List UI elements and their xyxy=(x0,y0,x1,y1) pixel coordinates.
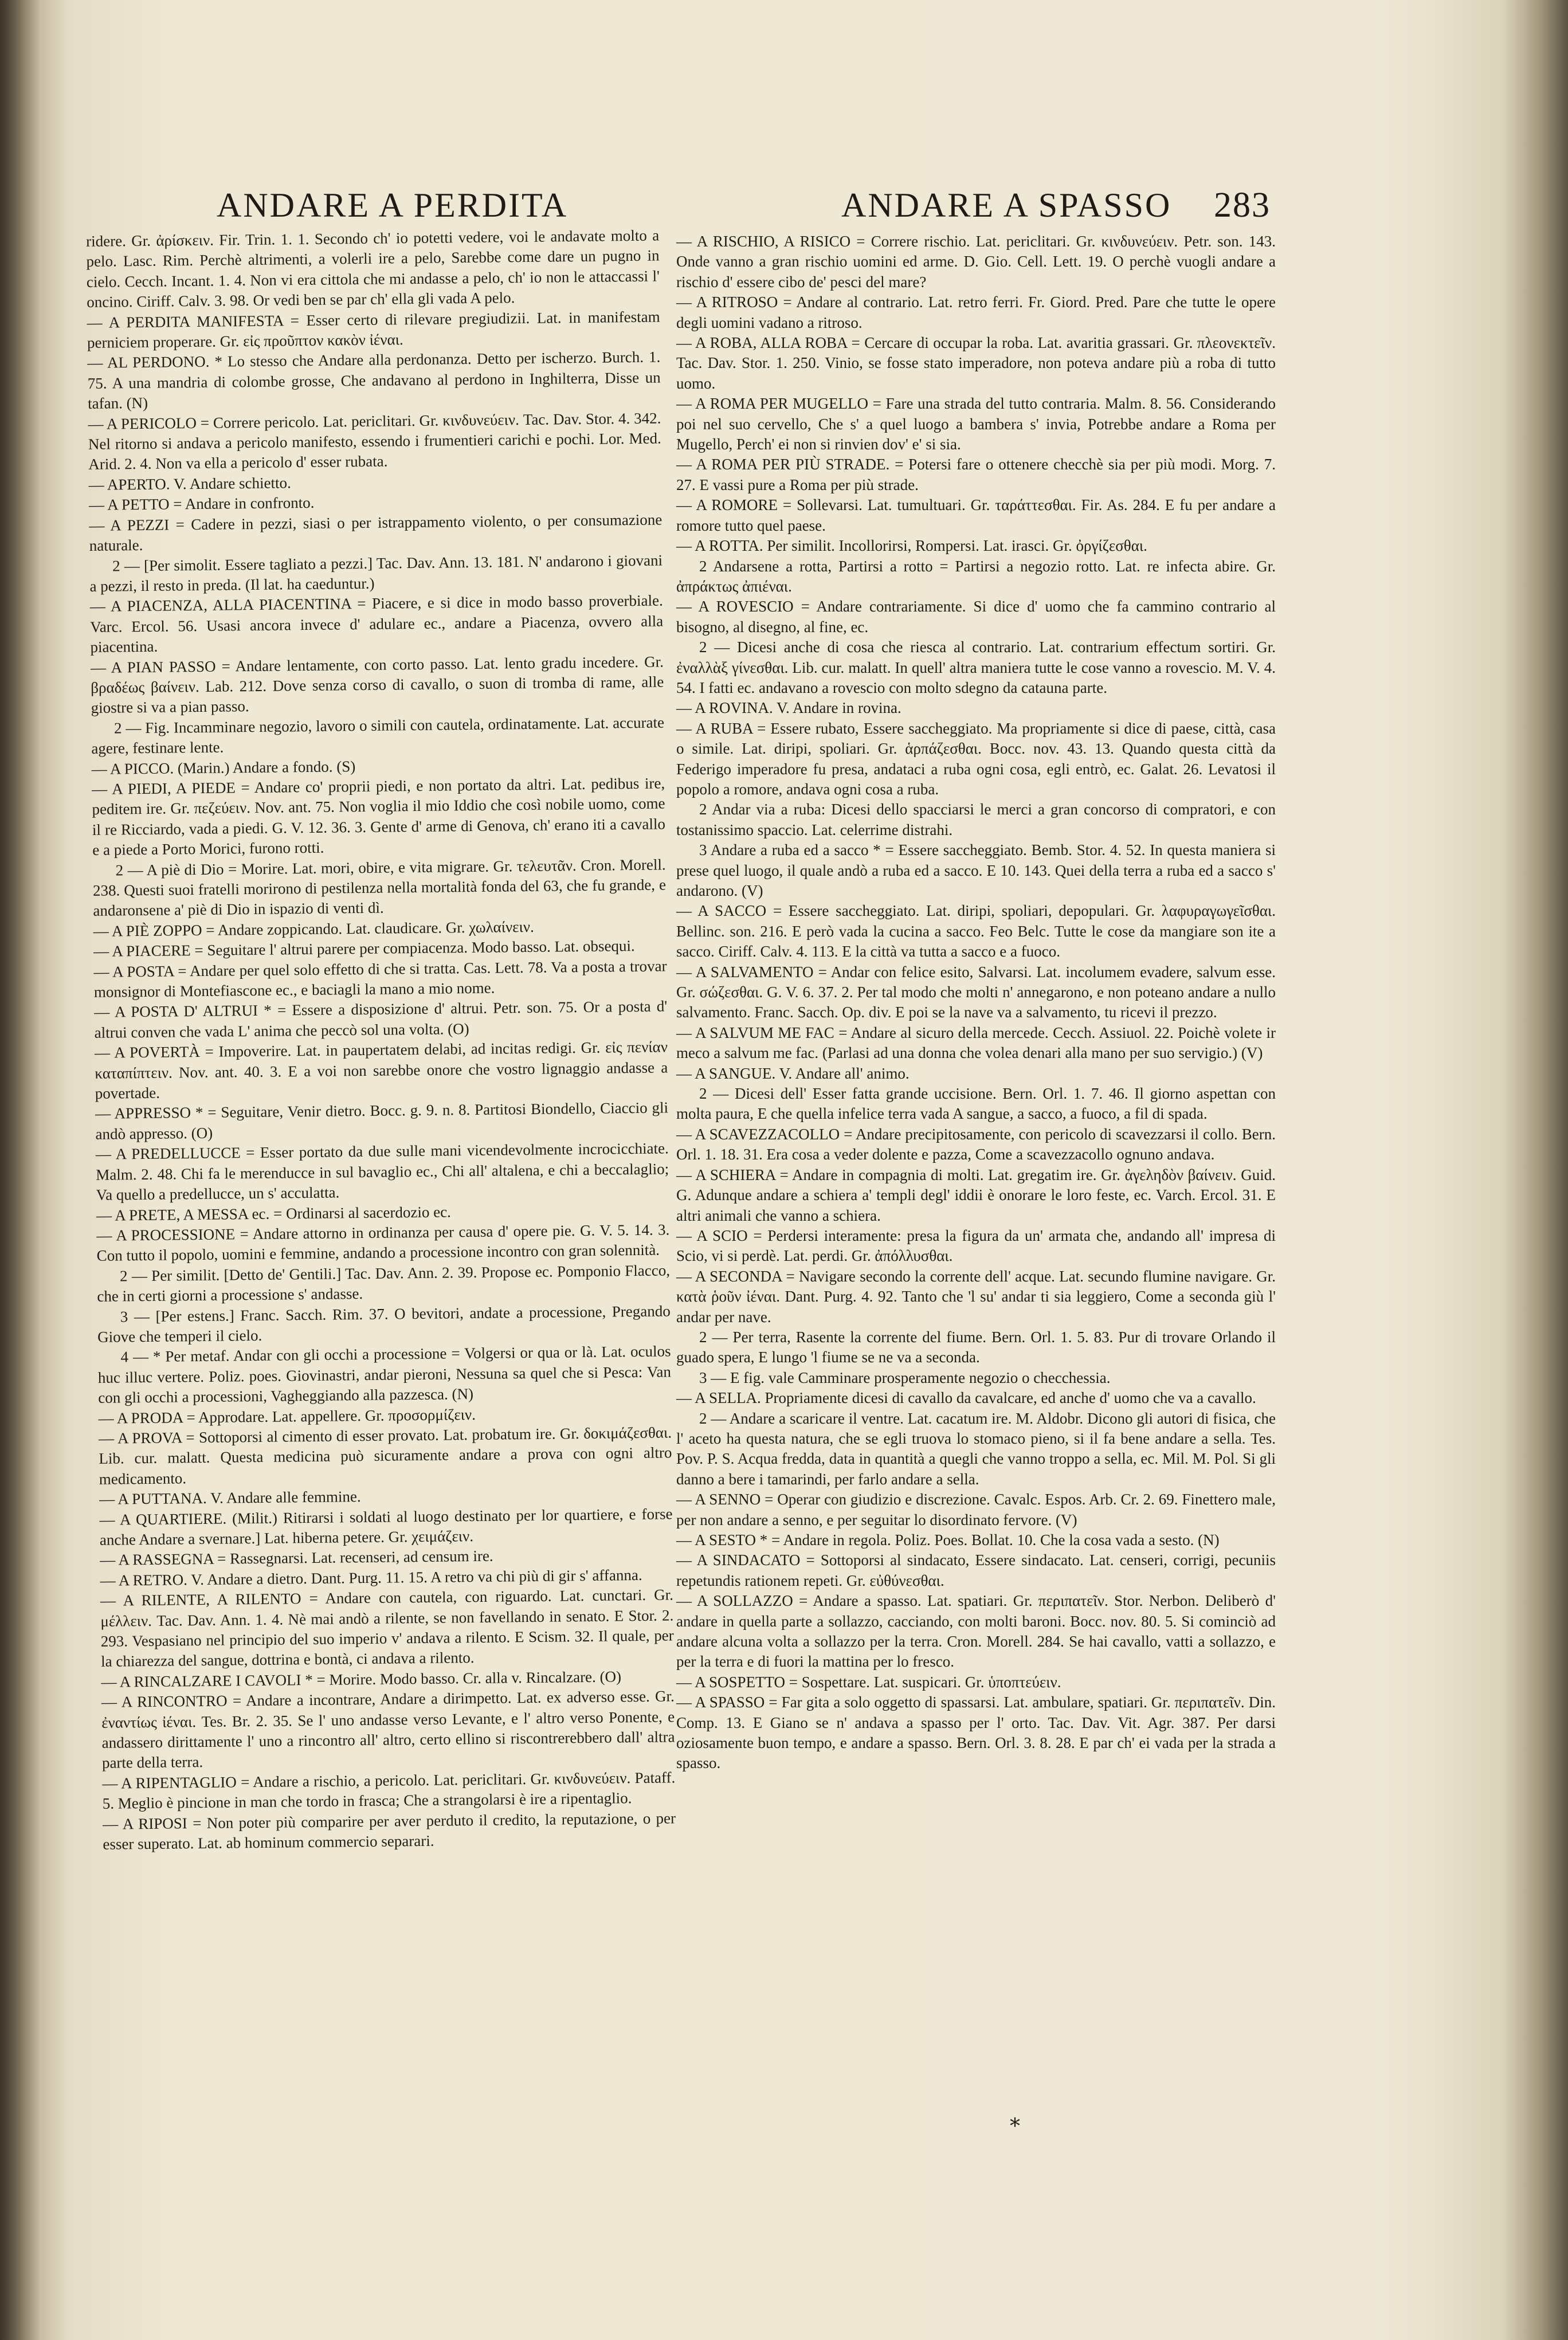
dictionary-entry: 3 — E fig. vale Camminare prosperamente negozio o checchessia. xyxy=(699,1369,1111,1386)
dictionary-entry: — A ROVESCIO = Andare contrariamente. Si dice d' uomo che fa cammino contrario al bisogno, al disegno, al fine, ec. xyxy=(676,598,1276,636)
spine-shadow xyxy=(0,0,40,2340)
dictionary-entry: — A RITROSO = Andare al contrario. Lat. retro ferri. Fr. Giord. Pred. Pare che tutte le opere degli uomini vadano a ritroso. xyxy=(676,293,1276,331)
dictionary-entry: — A PIACERE = Seguitare l' altrui parere per compiacenza. Modo basso. Lat. obsequi. xyxy=(93,937,635,961)
dictionary-entry: — A SINDACATO = Sottoporsi al sindacato, Essere sindacato. Lat. censeri, corrigi, pecuniis repetundis rationem repeti. Gr. εὐθύνεσθαι. xyxy=(676,1551,1276,1589)
dictionary-entry: — A SCIO = Perdersi interamente: presa la figura da un' armata che, andando all' impresa di Scio, vi si perdè. Lat. perdi. Gr. ἀπόλλυσθαι. xyxy=(676,1226,1276,1265)
dictionary-entry: — A PIEDI, A PIEDE = Andare co' proprii piedi, e non portato da altri. Lat. pedibus ire, peditem ire. Gr. πεζεύειν. Nov. ant. 75. Non voglia il mio Iddio che così nobile uomo, come il re Ricciardo, vada a piedi. G. V. 12. 36. 3. Gente d' arme di Genova, ch' erano iti a cavallo e a piede a Porto Morici, furono rotti. xyxy=(92,774,666,859)
dictionary-entry: 2 Andar via a ruba: Dicesi dello spacciarsi le merci a gran concorso di compratori, e con tostanissimo spaccio. Lat. celerrime distrahi. xyxy=(676,801,1276,838)
dictionary-entry: 3 — [Per estens.] Franc. Sacch. Rim. 37. O bevitori, andate a processione, Pregando Giove che temperi il cielo. xyxy=(97,1302,671,1346)
end-mark: * xyxy=(1010,2115,1020,2138)
dictionary-entry: 2 — A piè di Dio = Morire. Lat. mori, obire, e vita migrare. Gr. τελευτᾶν. Cron. Morell. 238. Questi suoi fratelli morirono di pestilenza nella mortalità fonda del 63, che fu grande, e andaronsene a' piè di Dio in ispazio di venti dì. xyxy=(92,856,667,920)
page-edge-tone xyxy=(1421,0,1524,2340)
dictionary-entry: — A PERDITA MANIFESTA = Esser certo di rilevare pregiudizii. Lat. in manifestam perniciem properare. Gr. εἰς προῦπτον κακὸν ἰέναι. xyxy=(87,308,660,352)
dictionary-entry: — A SCHIERA = Andare in compagnia di molti. Lat. gregatim ire. Gr. ἀγεληδὸν βαίνειν. Guid. G. Adunque andare a schiera a' templi degl' iddii è onorare le loro feste, ec. Varch. Ercol. 31. E altri animali che vanno a schiera. xyxy=(676,1166,1276,1224)
dictionary-entry: — A SECONDA = Navigare secondo la corrente dell' acque. Lat. secundo flumine navigare. Gr. κατὰ ῥοῦν ἰέναι. Dant. Purg. 4. 92. Tanto che 'l su' andar ti sia leggiero, Come a seconda giù l' andar per nave. xyxy=(676,1267,1276,1326)
dictionary-entry: 3 Andare a ruba ed a sacco * = Essere saccheggiato. Bemb. Stor. 4. 52. In questa maniera si prese quel luogo, il quale andò a ruba ed a sacco. E 10. 143. Quei della terra a ruba ed a sacco s' andarono. (V) xyxy=(676,841,1276,899)
dictionary-entry: — A PETTO = Andare in confronto. xyxy=(88,494,315,514)
dictionary-entry: — A SOLLAZZO = Andare a spasso. Lat. spatiari. Gr. περιπατεῖν. Stor. Nerbon. Deliberò d' andare in quella parte a sollazzo, cacciando, con molti baroni. Bocc. nov. 80. 5. Si cominciò ad andare alcuna volta a sollazzo per la terra. Cron. Morell. 284. Se hai cavallo, vatti a sollazzo, e per la terra e di fuori la mattina per lo fresco. xyxy=(676,1592,1276,1671)
dictionary-entry: — A POVERTÀ = Impoverire. Lat. in paupertatem delabi, ad incitas redigi. Gr. εἰς πενίαν καταπίπτειν. Nov. ant. 40. 3. E a voi non sarebbe onore che vostro lignaggio andasse a povertade. xyxy=(94,1038,668,1102)
dictionary-entry: — A SENNO = Operar con giudizio e discrezione. Cavalc. Espos. Arb. Cr. 2. 69. Finettero male, per non andare a senno, e per seguitar lo disordinato fervore. (V) xyxy=(676,1491,1276,1528)
dictionary-entry: — A POSTA = Andare per quel solo effetto di che si tratta. Cas. Lett. 78. Va a posta a trovar monsignor di Montefiascone ec., e baciagli la mano a mio nome. xyxy=(93,957,667,1001)
dictionary-entry: — A PRODA = Approdare. Lat. appellere. Gr. προσορμίζειν. xyxy=(98,1405,476,1427)
dictionary-entry: 2 — Dicesi anche di cosa che riesca al contrario. Lat. contrarium effectum sortiri. Gr. ἐναλλὰξ γίνεσθαι. Lib. cur. malatt. In quell' altra maniera tutte le cose vanno a rovescio. M. V. 4. 54. I fatti ec. andavano a rovescio con molto sdegno da catauna parte. xyxy=(676,638,1276,696)
dictionary-entry: — A PRETE, A MESSA ec. = Ordinarsi al sacerdozio ec. xyxy=(96,1202,451,1224)
dictionary-entry: — A RINCONTRO = Andare a incontrare, Andare a dirimpetto. Lat. ex adverso esse. Gr. ἐναντίως ἰέναι. Tes. Br. 2. 35. Se l' uno andasse verso Levante, e l' altro verso Ponente, e andassero dirittamente l' uno a rincontro all' altro, certo ellino si riscontrerebbero dall' altra parte della terra. xyxy=(101,1687,675,1772)
dictionary-entry: — A SCAVEZZACOLLO = Andare precipitosamente, con pericolo di scavezzarsi il collo. Bern. Orl. 1. 18. 31. Era cosa a veder dolente e pazza, Come a scavezzacollo ognuno andava. xyxy=(676,1125,1276,1163)
dictionary-entry: — A RUBA = Essere rubato, Essere saccheggiato. Ma propriamente si dice di paese, città, casa o simile. Lat. diripi, spoliari. Gr. ἁρπάζεσθαι. Bocc. nov. 43. 13. Quando questa città da Federigo imperadore fu presa, andataci a ruba ogni cosa, egli entrò, ec. Galat. 26. Levatosi il popolo a romore, andava ogni cosa a ruba. xyxy=(676,719,1276,798)
dictionary-entry: 2 — Per similit. [Detto de' Gentili.] Tac. Dav. Ann. 2. 39. Propose ec. Pomponio Flacco, che in certi giorni a processione s' andasse. xyxy=(97,1261,671,1306)
running-head-right: ANDARE A SPASSO xyxy=(841,186,1172,224)
dictionary-entry: — A PROVA = Sottoporsi al cimento di esser provato. Lat. probatum ire. Gr. δοκιμάζεσθαι. Lib. cur. malatt. Questa medicina può sicuramente andare a prova con ogni altro medicamento. xyxy=(98,1424,672,1488)
dictionary-entry: 2 — Dicesi dell' Esser fatta grande uccisione. Bern. Orl. 1. 7. 46. Il giorno aspettan con molta paura, E che quella infelice terra vada A sangue, a sacco, a fuoco, a fil di spada. xyxy=(676,1085,1276,1123)
left-column xyxy=(86,226,676,1855)
dictionary-entry: — A PREDELLUCCE = Esser portato da due sulle mani vicendevolmente incrocicchiate. Malm. 2. 48. Chi fa le merenducce in sul bavaglio ec., Chi all' altalena, e chi a beccalaglio; Va quello a predellucce, un s' acculatta. xyxy=(95,1139,669,1204)
dictionary-entry: — A SANGUE. V. Andare all' animo. xyxy=(676,1064,910,1082)
dictionary-entry: — A POSTA D' ALTRUI * = Essere a disposizione d' altrui. Petr. son. 75. Or a posta d' altrui conven che vada L' anima che peccò sol una volta. (O) xyxy=(94,997,668,1041)
dictionary-entry: 2 — Fig. Incamminare negozio, lavoro o simili con cautela, ordinatamente. Lat. accurate agere, festinare lente. xyxy=(91,714,665,758)
dictionary-entry: — A ROMA PER MUGELLO = Fare una strada del tutto contraria. Malm. 8. 56. Considerando poi nel suo cervello, Che s' a quel luogo a bambera s' invia, Potrebbe andare a Roma per Mugello, Perch' ei non si rinvien dov' e' si sia. xyxy=(676,395,1276,453)
dictionary-entry: — APPRESSO * = Seguitare, Venir dietro. Bocc. g. 9. n. 8. Partitosi Biondello, Ciaccio gli andò appresso. (O) xyxy=(95,1099,669,1143)
dictionary-entry: — A QUARTIERE. (Milit.) Ritirarsi i soldati al luogo destinato per lor quartiere, e forse anche Andare a svernare.] Lat. hiberna petere. Gr. χειμάζειν. xyxy=(99,1504,673,1549)
dictionary-entry: — A SPASSO = Far gita a solo oggetto di spassarsi. Lat. ambulare, spatiari. Gr. περιπατεῖν. Din. Comp. 13. E Giano se n' andava a spasso per l' orto. Tac. Dav. Vit. Agr. 387. Per darsi oziosamente buon tempo, e andare a spasso. Bern. Orl. 3. 8. 28. E par ch' ei vada per la strada a spasso. xyxy=(676,1694,1276,1772)
dictionary-entry: 2 — Per terra, Rasente la corrente del fiume. Bern. Orl. 1. 5. 83. Pur di trovare Orlando il guado spera, E lungo 'l fiume se ne va a seconda. xyxy=(676,1328,1276,1366)
dictionary-entry: — A PIAN PASSO = Andare lentamente, con corto passo. Lat. lento gradu incedere. Gr. βραδέως βαίνειν. Lab. 212. Dove senza corso di cavallo, o suon di tromba di rame, alle giostre si va a pian passo. xyxy=(90,653,664,717)
dictionary-entry: 2 — Andare a scaricare il ventre. Lat. cacatum ire. M. Aldobr. Dicono gli autori di fisica, che l' aceto ha questa natura, che se egli truova lo stomaco pieno, si il fa bene andare a sella. Tes. Pov. P. S. Acqua fredda, data in quantità a quegli che vanno troppo a sella, ec. Mil. M. Pol. Si gli danno a bere i tamarindi, per farlo andare a sella. xyxy=(676,1409,1276,1488)
dictionary-entry: — A PIACENZA, ALLA PIACENTINA = Piacere, e si dice in modo basso proverbiale. Varc. Ercol. 56. Usasi ancora invece d' adulare ec., andare a Piacenza, ovvero alla piacentina. xyxy=(89,591,664,656)
dictionary-entry: — A PROCESSIONE = Andare attorno in ordinanza per causa d' opere pie. G. V. 5. 14. 3. Con tutto il popolo, uomini e femmine, andando a processione incontro con gran solennità. xyxy=(96,1221,670,1265)
dictionary-entry: — A SACCO = Essere saccheggiato. Lat. diripi, spoliari, depopulari. Gr. λαφυραγωγεῖσθαι. Bellinc. son. 216. E però vada la cucina a sacco. Feo Belc. Tutte le cose da mangiare son ite a sacco. Ciriff. Calv. 4. 113. E la città va tutta a sacco e a fuoco. xyxy=(676,902,1276,961)
dictionary-entry: — A PUTTANA. V. Andare alle femmine. xyxy=(99,1488,361,1508)
dictionary-entry: — A ROBA, ALLA ROBA = Cercare di occupar la roba. Lat. avaritia grassari. Gr. πλεονεκτεῖν. Tac. Dav. Stor. 1. 250. Vinio, se fosse stato imperadore, non poteva andare più a roba di tutto uomo. xyxy=(676,334,1276,392)
right-column xyxy=(676,232,1276,1774)
dictionary-entry: — A SALVUM ME FAC = Andare al sicuro della mercede. Cecch. Assiuol. 22. Poichè volete ir meco a salvum me fac. (Parlasi ad una donna che volea denari alla mano per suo servigio.) (V) xyxy=(676,1024,1276,1062)
dictionary-entry: — APERTO. V. Andare schietto. xyxy=(88,474,291,493)
dictionary-entry: 4 — * Per metaf. Andar con gli occhi a processione = Volgersi or qua or là. Lat. oculos huc illuc vertere. Poliz. poes. Giovinastri, andar pieroni, Nessuna sa quel che si Pesca: Van con gli occhi a processioni, Vagheggiando alla pazzesca. (N) xyxy=(97,1342,672,1407)
dictionary-entry: — A ROTTA. Per similit. Incollorirsi, Rompersi. Lat. irasci. Gr. ὀργίζεσθαι. xyxy=(676,537,1147,555)
dictionary-entry: — A RINCALZARE I CAVOLI * = Morire. Modo basso. Cr. alla v. Rincalzare. (O) xyxy=(101,1668,622,1691)
dictionary-entry: — AL PERDONO. * Lo stesso che Andare alla perdonanza. Detto per ischerzo. Burch. 1. 75. A una mandria di colombe grosse, Che andavano al perdono in Inghilterra, Disse un tafan. (N) xyxy=(87,348,661,413)
dictionary-entry: — A RISCHIO, A RISICO = Correre rischio. Lat. periclitari. Gr. κινδυνεύειν. Petr. son. 143. Onde vanno a gran rischio uomini ed arme. D. Gio. Cell. Lett. 19. O perchè vuogli andare a rischio d' essere cibo de' pesci del mare? xyxy=(676,233,1276,291)
dictionary-entry: ridere. Gr. ἀρίσκειν. Fir. Trin. 1. 1. Secondo ch' io potetti vedere, voi le andavate molto a pelo. Lasc. Rim. Perchè altrimenti, a volerli ire a pelo, Sarebbe come dare un pugno in cielo. Cecch. Incant. 1. 4. Non vi era cittola che mi andasse a pelo, ch' io non le attaccassi l' oncino. Ciriff. Calv. 3. 98. Or vedi ben se par ch' ella gli vada A pelo. xyxy=(86,226,660,311)
dictionary-entry: — A PICCO. (Marin.) Andare a fondo. (S) xyxy=(91,757,356,778)
dictionary-entry: — A RILENTE, A RILENTO = Andare con cautela, con riguardo. Lat. cunctari. Gr. μέλλειν. Tac. Dav. Ann. 1. 4. Nè mai andò a rilente, se non favellando in senato. E Stor. 2. 293. Vespasiano nel principio del suo imperio v' andava a rilento. E Scism. 32. Il quale, per la chiarezza del sangue, dottrina e bontà, ci andava a rilento. xyxy=(100,1586,674,1671)
dictionary-entry: — A SESTO * = Andare in regola. Poliz. Poes. Bollat. 10. Che la cosa vada a sesto. (N) xyxy=(676,1531,1220,1549)
dictionary-entry: — A ROMORE = Sollevarsi. Lat. tumultuari. Gr. ταράττεσθαι. Fir. As. 284. E fu per andare a romore tutto quel paese. xyxy=(676,496,1276,534)
page-number: 283 xyxy=(1214,186,1271,225)
dictionary-entry: — A SOSPETTO = Sospettare. Lat. suspicari. Gr. ὑποπτεύειν. xyxy=(676,1673,1061,1691)
dictionary-entry: — A RIPENTAGLIO = Andare a rischio, a pericolo. Lat. periclitari. Gr. κινδυνεύειν. Pataff. 5. Meglio è pincione in man che tordo in frasca; Che a strangolarsi è ire a ripentaglio. xyxy=(102,1769,676,1813)
dictionary-entry: — A RIPOSI = Non poter più comparire per aver perduto il credito, la reputazione, o per esser superato. Lat. ab hominum commercio separari. xyxy=(102,1809,676,1853)
running-head-left: ANDARE A PERDITA xyxy=(217,186,569,224)
dictionary-entry: 2 Andarsene a rotta, Partirsi a rotto = Partirsi a negozio rotto. Lat. re infecta abire. Gr. ἀπράκτως ἀπιέναι. xyxy=(676,557,1276,595)
dictionary-entry: — A PIÈ ZOPPO = Andare zoppicando. Lat. claudicare. Gr. χωλαίνειν. xyxy=(93,918,534,940)
dictionary-entry: 2 — [Per simolit. Essere tagliato a pezzi.] Tac. Dav. Ann. 13. 181. N' andarono i giovani a pezzi, il resto in preda. (Il lat. ha caeduntur.) xyxy=(89,551,663,595)
dictionary-entry: — A SELLA. Propriamente dicesi di cavallo da cavalcare, ed anche d' uomo che va a cavallo. xyxy=(676,1389,1256,1407)
dictionary-entry: — A RASSEGNA = Rassegnarsi. Lat. recenseri, ad censum ire. xyxy=(100,1547,493,1569)
dictionary-entry: — A SALVAMENTO = Andar con felice esito, Salvarsi. Lat. incolumem evadere, salvum esse. Gr. σώζεσθαι. G. V. 6. 37. 2. Per tal modo che molti n' annegarono, e non poteano andare a nullo salvamento. Franc. Sacch. Op. div. E poi se la nave va a salvamento, tu ricevi il prezzo. xyxy=(676,963,1276,1021)
dictionary-entry: — A PEZZI = Cadere in pezzi, siasi o per istrappamento violento, o per consumazione naturale. xyxy=(89,511,663,555)
dictionary-entry: — A PERICOLO = Correre pericolo. Lat. periclitari. Gr. κινδυνεύειν. Tac. Dav. Stor. 4. 342. Nel ritorno si andava a pericolo manifesto, essendo i frumentieri carichi e pochi. Lor. Med. Arid. 2. 4. Non va ella a pericolo d' esser rubata. xyxy=(88,409,661,473)
dictionary-entry: — A RETRO. V. Andare a dietro. Dant. Purg. 11. 15. A retro va chi più di gir s' affanna. xyxy=(100,1566,642,1589)
dictionary-entry: — A ROVINA. V. Andare in rovina. xyxy=(676,699,901,717)
dictionary-entry: — A ROMA PER PIÙ STRADE. = Potersi fare o ottenere checchè sia per più modi. Morg. 7. 27. E vassi pure a Roma per più strade. xyxy=(676,456,1276,493)
